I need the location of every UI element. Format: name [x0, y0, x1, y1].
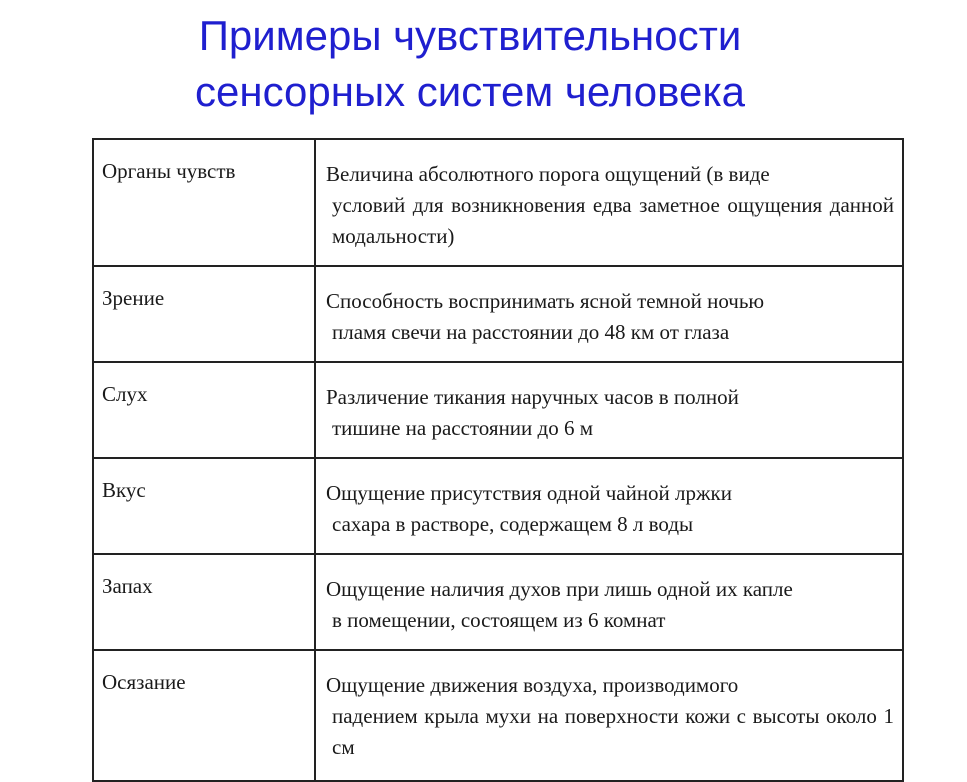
threshold-cell	[315, 266, 903, 362]
organ-cell	[93, 458, 315, 554]
table-row	[93, 362, 903, 458]
organ-cell	[93, 266, 315, 362]
threshold-cell	[315, 554, 903, 650]
threshold-continuation: пламя свечи на расстоянии до 48 км от глаза	[332, 320, 730, 344]
threshold-first-line: Ощущение присутствия одной чайной лржки	[326, 481, 732, 505]
threshold-continuation: падением крыла мухи на поверхности кожи с высоты около 1 см	[332, 704, 894, 759]
organ-cell	[93, 362, 315, 458]
threshold-text	[326, 478, 894, 540]
threshold-continuation: тишине на расстоянии до 6 м	[332, 416, 594, 440]
header-organ-label: Органы чувств	[102, 159, 236, 183]
organ-cell	[93, 554, 315, 650]
table-row	[93, 266, 903, 362]
organ-label: Слух	[102, 382, 148, 406]
threshold-text	[326, 382, 894, 444]
threshold-text	[326, 670, 894, 763]
table-header-row	[93, 139, 903, 266]
slide-title	[0, 8, 940, 120]
threshold-cell	[315, 362, 903, 458]
slide-title-line-2: сенсорных систем человека	[195, 68, 745, 115]
threshold-first-line: Ощущение наличия духов при лишь одной их капле	[326, 577, 793, 601]
organ-label: Осязание	[102, 670, 186, 694]
threshold-text	[326, 574, 894, 636]
threshold-text	[326, 286, 894, 348]
organ-cell	[93, 650, 315, 781]
organ-label: Вкус	[102, 478, 146, 502]
threshold-first-line: Способность воспринимать ясной темной ночью	[326, 289, 765, 313]
threshold-cell	[315, 650, 903, 781]
table-row	[93, 458, 903, 554]
threshold-continuation: сахара в растворе, содержащем 8 л воды	[332, 512, 694, 536]
header-threshold-cell	[315, 139, 903, 266]
header-threshold-text	[326, 159, 894, 252]
header-threshold-first-line: Величина абсолютного порога ощущений (в виде	[326, 162, 770, 186]
sensory-sensitivity-table	[92, 138, 904, 782]
slide-title-line-1: Примеры чувствительности	[198, 12, 742, 59]
threshold-cell	[315, 458, 903, 554]
header-threshold-continuation: условий для возникновения едва заметное ощущения данной модальности)	[332, 193, 894, 248]
table-row	[93, 554, 903, 650]
table-row	[93, 650, 903, 781]
header-organ-cell	[93, 139, 315, 266]
organ-label: Запах	[102, 574, 153, 598]
threshold-first-line: Ощущение движения воздуха, производимого	[326, 673, 739, 697]
threshold-continuation: в помещении, состоящем из 6 комнат	[332, 608, 666, 632]
threshold-first-line: Различение тикания наручных часов в полной	[326, 385, 739, 409]
organ-label: Зрение	[102, 286, 165, 310]
